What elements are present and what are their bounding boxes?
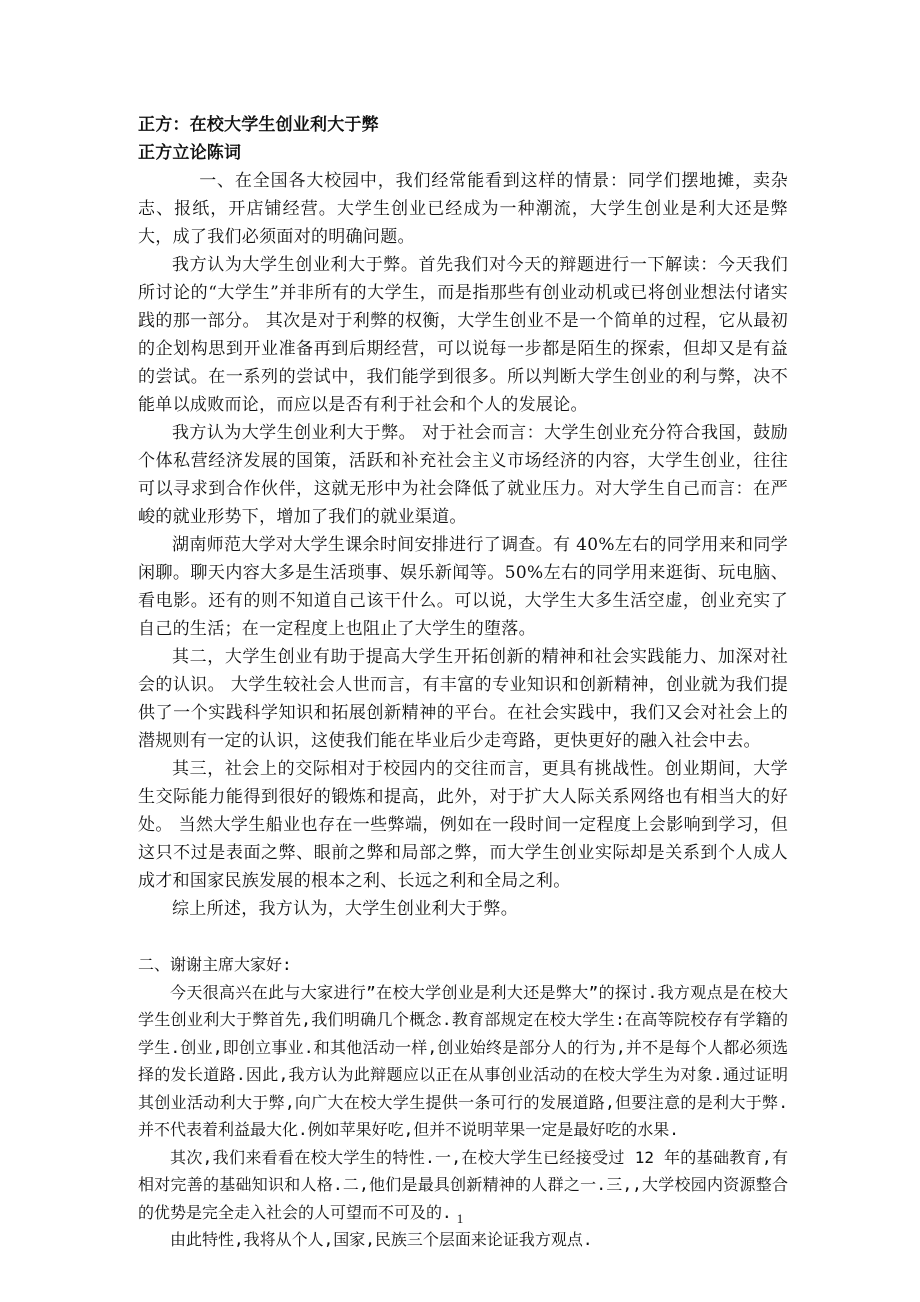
paragraph: 综上所述，我方认为，大学生创业利大于弊。 [172,899,518,919]
paragraph: 一、在全国各大校园中，我们经常能看到这样的情景：同学们摆地摊，卖杂志、报纸，开店铺经营。大学生创业已经成为一种潮流，大学生创业是利大还是弊大，成了我们必须面对的明确问题。 [138,171,788,247]
paragraph: 其次,我们来看看在校大学生的特性.一,在校大学生已经接受过 12 年的基础教育,有相对完善的基础知识和人格.二,他们是最具创新精神的人群之一.三,,大学校园内资源整合的优势是完全走入社会的人可望而不可及的. [138,1147,788,1222]
section-heading: 二、谢谢主席大家好: [138,955,292,974]
document-title: 正方：在校大学生创业利大于弊 [138,115,379,135]
document-subtitle: 正方立论陈词 [138,143,242,163]
document-body [138,111,788,1254]
paragraph: 湖南师范大学对大学生课余时间安排进行了调查。有 40%左右的同学用来和同学闲聊。聊天内容大多是生活琐事、娱乐新闻等。50%左右的同学用来逛街、玩电脑、看电影。还有的则不知道自己该干什么。可以说，大学生大多生活空虚，创业充实了自己的生活；在一定程度上也阻止了大学生的堕落。 [138,535,788,639]
paragraph: 我方认为大学生创业利大于弊。 对于社会而言：大学生创业充分符合我国，鼓励个体私营经济发展的国策，活跃和补充社会主义市场经济的内容，大学生创业，往往可以寻求到合作伙伴，这就无形中为社会降低了就业压力。对大学生自己而言：在严峻的就业形势下，增加了我们的就业渠道。 [138,423,788,527]
paragraph: 其三，社会上的交际相对于校园内的交往而言，更具有挑战性。创业期间，大学生交际能力能得到很好的锻炼和提高，此外，对于扩大人际关系网络也有相当大的好处。 当然大学生船业也存在一些弊端，例如在一段时间一定程度上会影响到学习，但这只不过是表面之弊、眼前之弊和局部之弊，而大学生创业实际却是关系到个人成人成才和国家民族发展的根本之利、长远之利和全局之利。 [138,759,788,891]
paragraph: 我方认为大学生创业利大于弊。首先我们对今天的辩题进行一下解读：今天我们所讨论的“大学生”并非所有的大学生，而是指那些有创业动机或已将创业想法付诸实践的那一部分。 其次是对于利弊的权衡，大学生创业不是一个简单的过程，它从最初的企划构思到开业准备再到后期经营，可以说每一步都是陌生的探索，但却又是有益的尝试。在一系列的尝试中，我们能学到很多。所以判断大学生创业的利与弊，决不能单以成败而论，而应以是否有利于社会和个人的发展论。 [138,255,788,415]
paragraph: 今天很高兴在此与大家进行”在校大学创业是利大还是弊大”的探讨.我方观点是在校大学生创业利大于弊首先,我们明确几个概念.教育部规定在校大学生:在高等院校存有学籍的学生.创业,即创立事业.和其他活动一样,创业始终是部分人的行为,并不是每个人都必须选择的发长道路.因此,我方认为此辩题应以正在从事创业活动的在校大学生为对象.通过证明其创业活动利大于弊,向广大在校大学生提供一条可行的发展道路,但要注意的是利大于弊.并不代表着利益最大化.例如苹果好吃,但并不说明苹果一定是最好吃的水果. [138,982,788,1139]
paragraph: 由此特性,我将从个人,国家,民族三个层面来论证我方观点. [170,1230,593,1249]
page-number: 1 [456,1211,464,1226]
blank-line [138,923,788,951]
paragraph: 其二，大学生创业有助于提高大学生开拓创新的精神和社会实践能力、加深对社会的认识。 大学生较社会人世而言，有丰富的专业知识和创新精神，创业就为我们提供了一个实践科学知识和拓展创新精神的平台。在社会实践中，我们又会对社会上的潜规则有一定的认识，这使我们能在毕业后少走弯路，更快更好的融入社会中去。 [138,647,788,751]
